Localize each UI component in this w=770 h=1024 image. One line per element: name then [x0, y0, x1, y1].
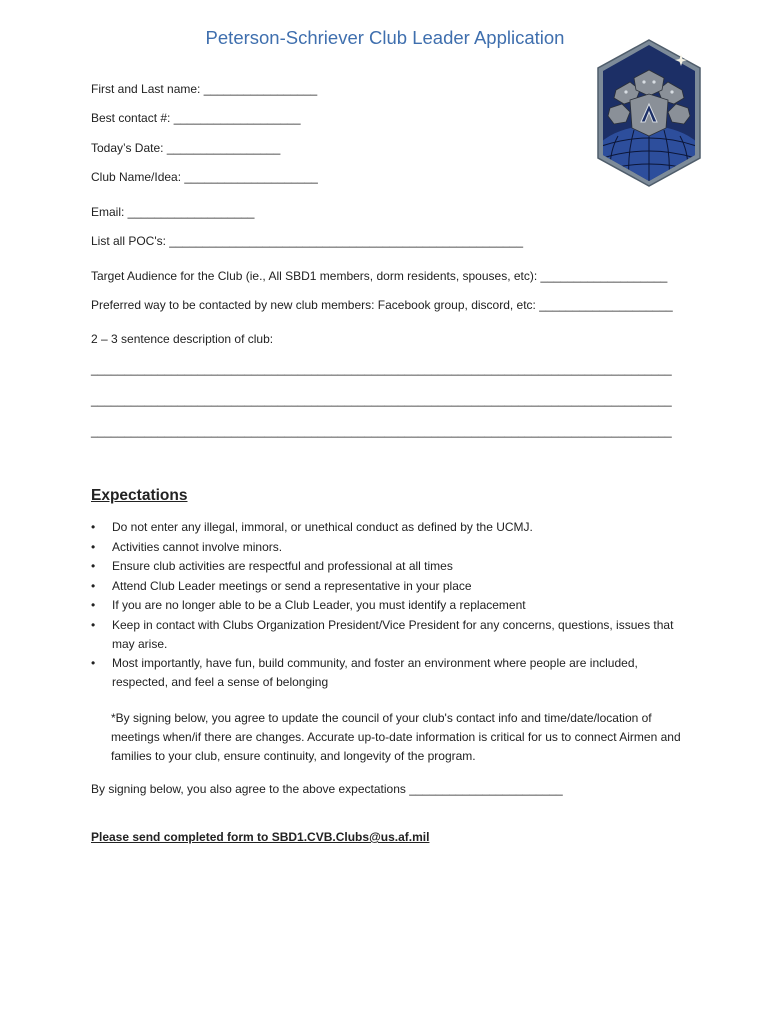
target-audience-field[interactable]: Target Audience for the Club (ie., All SBD1 members, dorm residents, spouses, etc): ___________________: [91, 269, 668, 283]
description-line-1[interactable]: _______________________________________________________________________________________: [91, 362, 672, 376]
signing-note: *By signing below, you agree to update the council of your club's contact info and time/date/location of meetings when/if there are changes. Accurate up-to-date information is critical for us to connect Airmen and families to your club, ensure continuity, and longevity of the program.: [111, 711, 681, 763]
list-item-text: Most importantly, have fun, build community, and foster an environment where people are included, respected, and feel a sense of belonging: [112, 656, 638, 689]
list-item: [91, 538, 691, 557]
expectations-list: [91, 518, 691, 693]
list-item-text: Keep in contact with Clubs Organization President/Vice President for any concerns, questions, issues that may arise.: [112, 617, 674, 651]
list-item-text: Do not enter any illegal, immoral, or unethical conduct as defined by the UCMJ.: [112, 520, 533, 534]
list-item: [91, 557, 691, 576]
bullet-icon: •: [91, 539, 96, 554]
club-name-field[interactable]: Club Name/Idea: ____________________: [91, 170, 318, 184]
description-label: 2 – 3 sentence description of club:: [91, 332, 274, 346]
list-item: [91, 577, 691, 596]
bullet-icon: •: [91, 559, 96, 573]
list-item: [91, 518, 691, 537]
list-item-text: Activities cannot involve minors.: [112, 539, 283, 554]
list-item-text: Attend Club Leader meetings or send a representative in your place: [112, 578, 472, 593]
list-item: [91, 616, 691, 654]
description-line-2[interactable]: _______________________________________________________________________________________: [91, 393, 672, 407]
list-item: [91, 654, 691, 692]
bullet-icon: •: [91, 617, 96, 632]
description-line-3[interactable]: _______________________________________________________________________________________: [91, 424, 672, 438]
space-delta-emblem: [596, 38, 702, 188]
expectations-heading: Expectations: [91, 487, 188, 504]
list-item-text: If you are no longer able to be a Club Leader, you must identify a replacement: [112, 598, 526, 612]
submit-instructions: Please send completed form to SBD1.CVB.Clubs@us.af.mil: [91, 830, 430, 844]
bullet-icon: •: [91, 520, 96, 534]
list-item: [91, 596, 691, 615]
poc-field[interactable]: List all POC's: _____________________________________________________: [91, 234, 524, 248]
bullet-icon: •: [91, 578, 96, 593]
list-item-text: Ensure club activities are respectful and professional at all times: [112, 559, 453, 573]
name-field[interactable]: First and Last name: _________________: [91, 82, 318, 96]
bullet-icon: •: [91, 598, 96, 612]
bullet-icon: •: [91, 656, 96, 670]
signature-line[interactable]: By signing below, you also agree to the above expectations _______________________: [91, 782, 563, 796]
preferred-contact-field[interactable]: Preferred way to be contacted by new club members: Facebook group, discord, etc: ____________________: [91, 298, 673, 312]
date-field[interactable]: Today’s Date: _________________: [91, 141, 281, 155]
contact-field[interactable]: Best contact #: ___________________: [91, 111, 301, 125]
page-title: Peterson-Schriever Club Leader Application: [205, 27, 565, 48]
email-field[interactable]: Email: ___________________: [91, 205, 255, 219]
